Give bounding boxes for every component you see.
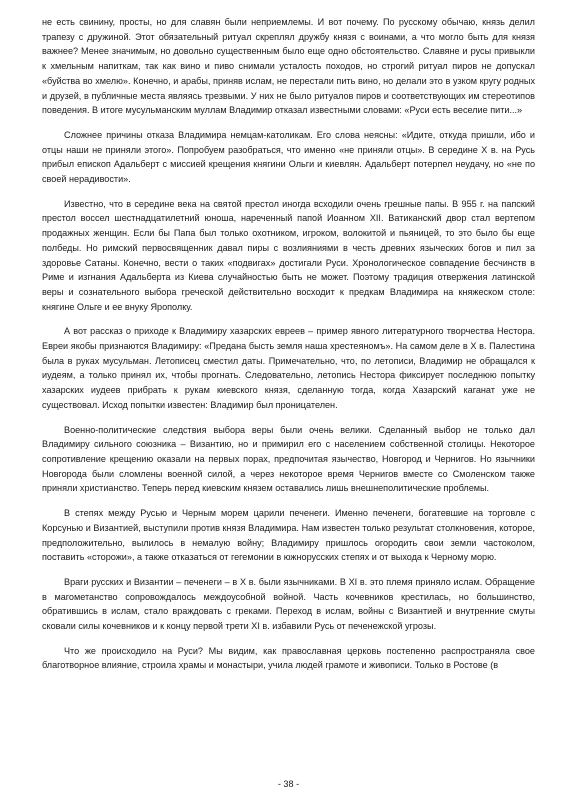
paragraph: Известно, что в середине века на святой престол иногда всходили очень грешные папы. В 955 г. на папский престол воссел шестнадцатилетний юноша, нареченный папой Иоанном XII. Ватиканский двор стал вертепом продажных женщин. Если бы Папа был только охотником, игроком, волокитой и пьяницей, то это было бы еще полбеды. Но римский первосвященник давал пиры с возлияниями в честь древних языческих богов и пил за здоровье Сатаны. Конечно, вести о таких «подвигах» достигали Руси. Хронологическое совпадение бесчинств в Риме и изгнания Адальберта из Киева случайностью быть не может. Поэтому традиция отвержения латинской веры и сознательного выбора греческой действительно восходит к предкам Владимира на княжеском столе: княгине Ольге и ее внуку Ярополку. xyxy=(42,198,535,312)
paragraph: В степях между Русью и Черным морем царили печенеги. Именно печенеги, богатевшие на торговле с Корсунью и Византией, выступили против князя Владимира. Нам известен только результат столкновения, которое, предположительно, вылилось в немалую войну; Владимиру пришлось огородить свои земли частоколом, поставить «сторожи», а также отказаться от гегемонии в южнорусских степях и от выхода к Черному морю. xyxy=(42,508,535,563)
page-number: - 38 - xyxy=(277,779,300,789)
paragraph: не есть свинину, просты, но для славян были неприемлемы. И вот почему. По русскому обычаю, князь делил трапезу с дружиной. Этот обязательный ритуал скреплял дружбу князя с воинами, а что могло быть для князя важнее? Менее значимым, но довольно существенным было еще одно обстоятельство. Славяне и русы привыкли к хмельным напиткам, так как вино и пиво снимали усталость походов, но строгий ритуал пиров не допускал «буйства во хмелю». Конечно, и арабы, приняв ислам, не перестали пить вино, но делали это в узком кругу родных и друзей, в публичные места являясь трезвыми. У них не было ритуалов пиров и соответствующих им стереотипов поведения. В итоге мусульманским муллам Владимир отказал известными словами: «Руси есть веселие пити...» xyxy=(42,17,535,116)
paragraph: Сложнее причины отказа Владимира немцам-католикам. Его слова неясны: «Идите, откуда пришли, ибо и отцы наши не приняли этого». Попробуем разобраться, что именно «не приняли отцы». В середине X в. на Русь прибыл епископ Адальберт с миссией крещения княгини Ольги и киевлян. Адальберт потерпел неудачу, но «не по своей нерадивости». xyxy=(42,129,535,185)
paragraph: А вот рассказ о приходе к Владимиру хазарских евреев – пример явного литературного творчества Нестора. Евреи якобы признаются Владимиру: «Предана бысть земля наша хрестеяномъ». На самом деле в X в. Палестина была в руках мусульман. Летописец сместил даты. Примечательно, что, по летописи, Владимир не обращался к иудеям, а только принял их, чтобы прогнать. Следовательно, летопись Нестора фиксирует последнюю попытку хазарских иудеев прибрать к рукам киевского князя, сделанную тогда, когда Хазарский каганат уже не существовал. Исход попытки известен: Владимир был проницателен. xyxy=(42,326,535,410)
paragraph: Враги русских и Византии – печенеги – в X в. были язычниками. В XI в. это племя приняло ислам. Обращение в магометанство сопровождалось междоусобной войной. Часть кочевников крестилась, но большинство, обратившись в ислам, стало враждовать с греками. Переход в ислам, войны с Византией и внутренние смуты сковали силы кочевников и к концу первой трети XI в. избавили Русь от печенежской угрозы. xyxy=(42,576,535,632)
paragraph: Что же происходило на Руси? Мы видим, как православная церковь постепенно распространяла свое благотворное влияние, строила храмы и монастыри, учила людей грамоте и живописи. Только в Ростове (в xyxy=(42,645,535,671)
paragraph: Военно-политические следствия выбора веры были очень велики. Сделанный выбор не только дал Владимиру сильного союзника – Византию, но и примирил его с населением собственной столицы. Некоторое сопротивление крещению оказали на первых порах, предпочитая язычество, Новгород и Чернигов. Но язычники Новгорода были сломлены военной силой, а через некоторое время Чернигов вместе со Смоленском также приняли христианство. Теперь перед киевским князем оставались лишь внешнеполитические проблемы. xyxy=(42,424,535,494)
